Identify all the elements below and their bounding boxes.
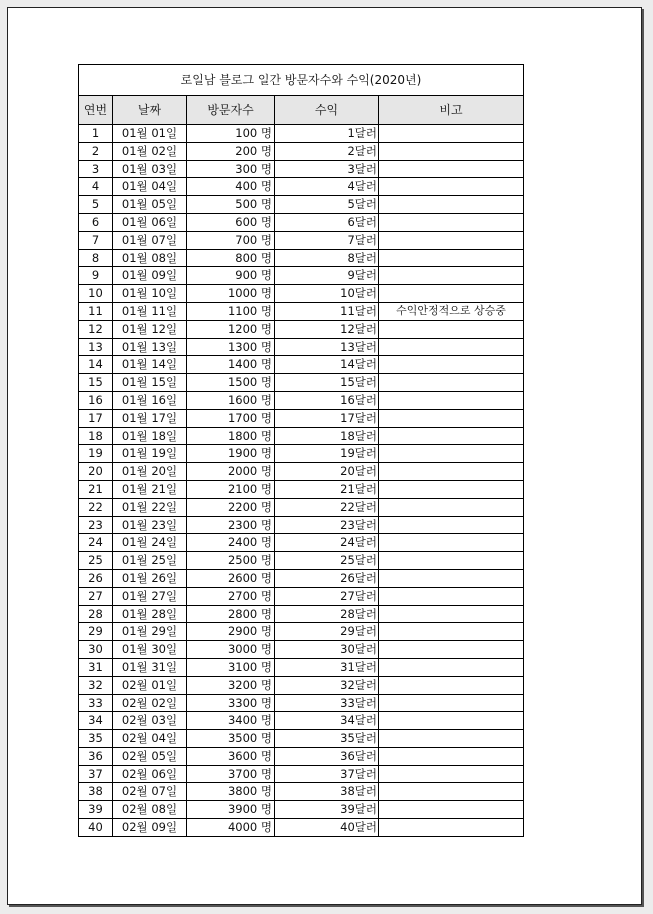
cell-index: 7 — [79, 231, 113, 249]
cell-revenue: 22달러 — [275, 498, 379, 516]
cell-index: 33 — [79, 694, 113, 712]
cell-date: 02월 06일 — [113, 765, 187, 783]
table-row — [79, 320, 524, 338]
cell-index: 31 — [79, 658, 113, 676]
cell-date: 01월 12일 — [113, 320, 187, 338]
table-row — [79, 142, 524, 160]
cell-note — [379, 231, 524, 249]
table-row — [79, 249, 524, 267]
cell-note — [379, 463, 524, 481]
cell-revenue: 24달러 — [275, 534, 379, 552]
cell-date: 02월 08일 — [113, 801, 187, 819]
print-preview-page — [7, 7, 642, 905]
cell-note — [379, 712, 524, 730]
cell-date: 01월 06일 — [113, 213, 187, 231]
cell-note — [379, 445, 524, 463]
cell-index: 12 — [79, 320, 113, 338]
cell-index: 35 — [79, 730, 113, 748]
cell-visitors: 4000 명 — [187, 819, 275, 837]
cell-revenue: 25달러 — [275, 552, 379, 570]
cell-visitors: 3300 명 — [187, 694, 275, 712]
cell-visitors: 1100 명 — [187, 302, 275, 320]
cell-visitors: 2300 명 — [187, 516, 275, 534]
table-row — [79, 641, 524, 659]
cell-index: 22 — [79, 498, 113, 516]
cell-revenue: 40달러 — [275, 819, 379, 837]
cell-date: 01월 30일 — [113, 641, 187, 659]
cell-revenue: 7달러 — [275, 231, 379, 249]
cell-date: 01월 27일 — [113, 587, 187, 605]
cell-index: 30 — [79, 641, 113, 659]
table-row — [79, 356, 524, 374]
cell-index: 11 — [79, 302, 113, 320]
cell-note — [379, 356, 524, 374]
cell-revenue: 34달러 — [275, 712, 379, 730]
cell-date: 01월 24일 — [113, 534, 187, 552]
cell-date: 01월 26일 — [113, 569, 187, 587]
cell-note — [379, 498, 524, 516]
cell-note — [379, 320, 524, 338]
cell-visitors: 700 명 — [187, 231, 275, 249]
cell-revenue: 36달러 — [275, 747, 379, 765]
cell-visitors: 2200 명 — [187, 498, 275, 516]
table-row — [79, 178, 524, 196]
cell-revenue: 37달러 — [275, 765, 379, 783]
cell-visitors: 2100 명 — [187, 480, 275, 498]
table-row — [79, 658, 524, 676]
header-revenue: 수익 — [275, 96, 379, 125]
cell-revenue: 20달러 — [275, 463, 379, 481]
header-index: 연번 — [79, 96, 113, 125]
cell-visitors: 3700 명 — [187, 765, 275, 783]
cell-date: 01월 01일 — [113, 125, 187, 143]
cell-visitors: 300 명 — [187, 160, 275, 178]
cell-index: 19 — [79, 445, 113, 463]
cell-note — [379, 338, 524, 356]
cell-index: 25 — [79, 552, 113, 570]
cell-visitors: 3100 명 — [187, 658, 275, 676]
cell-visitors: 1500 명 — [187, 374, 275, 392]
cell-visitors: 2600 명 — [187, 569, 275, 587]
header-visitors: 방문자수 — [187, 96, 275, 125]
cell-date: 01월 18일 — [113, 427, 187, 445]
cell-visitors: 2700 명 — [187, 587, 275, 605]
cell-revenue: 5달러 — [275, 196, 379, 214]
table-title: 로일남 블로그 일간 방문자수와 수익(2020년) — [79, 65, 524, 96]
cell-visitors: 1400 명 — [187, 356, 275, 374]
cell-visitors: 1600 명 — [187, 391, 275, 409]
cell-revenue: 8달러 — [275, 249, 379, 267]
table-row — [79, 374, 524, 392]
table-row — [79, 587, 524, 605]
table-row — [79, 694, 524, 712]
cell-date: 01월 07일 — [113, 231, 187, 249]
cell-index: 2 — [79, 142, 113, 160]
cell-date: 01월 16일 — [113, 391, 187, 409]
cell-index: 40 — [79, 819, 113, 837]
cell-visitors: 1300 명 — [187, 338, 275, 356]
cell-date: 01월 09일 — [113, 267, 187, 285]
cell-index: 20 — [79, 463, 113, 481]
cell-index: 16 — [79, 391, 113, 409]
cell-index: 1 — [79, 125, 113, 143]
cell-note — [379, 213, 524, 231]
cell-note — [379, 409, 524, 427]
cell-index: 21 — [79, 480, 113, 498]
cell-note — [379, 374, 524, 392]
cell-date: 02월 05일 — [113, 747, 187, 765]
cell-note — [379, 765, 524, 783]
cell-revenue: 39달러 — [275, 801, 379, 819]
cell-date: 02월 03일 — [113, 712, 187, 730]
cell-index: 18 — [79, 427, 113, 445]
cell-visitors: 1000 명 — [187, 285, 275, 303]
cell-note — [379, 676, 524, 694]
cell-date: 01월 23일 — [113, 516, 187, 534]
cell-revenue: 19달러 — [275, 445, 379, 463]
table-row — [79, 498, 524, 516]
cell-revenue: 33달러 — [275, 694, 379, 712]
cell-note — [379, 694, 524, 712]
cell-note — [379, 552, 524, 570]
cell-index: 14 — [79, 356, 113, 374]
cell-date: 01월 03일 — [113, 160, 187, 178]
cell-note — [379, 747, 524, 765]
cell-visitors: 3200 명 — [187, 676, 275, 694]
cell-visitors: 400 명 — [187, 178, 275, 196]
cell-note — [379, 480, 524, 498]
header-note: 비고 — [379, 96, 524, 125]
cell-visitors: 3600 명 — [187, 747, 275, 765]
cell-note — [379, 605, 524, 623]
table-row — [79, 463, 524, 481]
cell-revenue: 18달러 — [275, 427, 379, 445]
cell-revenue: 29달러 — [275, 623, 379, 641]
cell-note — [379, 783, 524, 801]
cell-index: 34 — [79, 712, 113, 730]
table-row — [79, 213, 524, 231]
cell-visitors: 3900 명 — [187, 801, 275, 819]
cell-visitors: 2000 명 — [187, 463, 275, 481]
cell-index: 13 — [79, 338, 113, 356]
cell-visitors: 2800 명 — [187, 605, 275, 623]
cell-visitors: 1200 명 — [187, 320, 275, 338]
cell-visitors: 1700 명 — [187, 409, 275, 427]
table-row — [79, 160, 524, 178]
cell-index: 9 — [79, 267, 113, 285]
cell-revenue: 28달러 — [275, 605, 379, 623]
cell-note — [379, 427, 524, 445]
cell-note — [379, 801, 524, 819]
cell-visitors: 100 명 — [187, 125, 275, 143]
table-row — [79, 285, 524, 303]
table-row — [79, 391, 524, 409]
cell-note — [379, 819, 524, 837]
table-row — [79, 819, 524, 837]
cell-revenue: 16달러 — [275, 391, 379, 409]
table-row — [79, 302, 524, 320]
table-row — [79, 623, 524, 641]
cell-revenue: 38달러 — [275, 783, 379, 801]
cell-revenue: 10달러 — [275, 285, 379, 303]
cell-date: 01월 13일 — [113, 338, 187, 356]
table-row — [79, 427, 524, 445]
table-row — [79, 569, 524, 587]
table-row — [79, 747, 524, 765]
cell-date: 02월 02일 — [113, 694, 187, 712]
cell-revenue: 32달러 — [275, 676, 379, 694]
cell-revenue: 9달러 — [275, 267, 379, 285]
cell-index: 10 — [79, 285, 113, 303]
cell-revenue: 17달러 — [275, 409, 379, 427]
cell-date: 01월 14일 — [113, 356, 187, 374]
cell-visitors: 600 명 — [187, 213, 275, 231]
cell-note: 수익안정적으로 상승중 — [379, 302, 524, 320]
cell-date: 01월 05일 — [113, 196, 187, 214]
cell-index: 6 — [79, 213, 113, 231]
table-row — [79, 534, 524, 552]
table-row — [79, 267, 524, 285]
cell-revenue: 35달러 — [275, 730, 379, 748]
cell-date: 01월 29일 — [113, 623, 187, 641]
cell-visitors: 2900 명 — [187, 623, 275, 641]
table-row — [79, 712, 524, 730]
cell-date: 01월 02일 — [113, 142, 187, 160]
cell-note — [379, 285, 524, 303]
cell-revenue: 13달러 — [275, 338, 379, 356]
cell-index: 28 — [79, 605, 113, 623]
cell-note — [379, 142, 524, 160]
table-row — [79, 196, 524, 214]
cell-date: 02월 07일 — [113, 783, 187, 801]
cell-note — [379, 569, 524, 587]
table-row — [79, 231, 524, 249]
cell-date: 01월 15일 — [113, 374, 187, 392]
table-row — [79, 605, 524, 623]
table-row — [79, 480, 524, 498]
cell-index: 17 — [79, 409, 113, 427]
cell-revenue: 1달러 — [275, 125, 379, 143]
cell-date: 01월 25일 — [113, 552, 187, 570]
cell-date: 01월 08일 — [113, 249, 187, 267]
cell-index: 24 — [79, 534, 113, 552]
cell-index: 39 — [79, 801, 113, 819]
cell-visitors: 1900 명 — [187, 445, 275, 463]
cell-index: 3 — [79, 160, 113, 178]
cell-date: 01월 17일 — [113, 409, 187, 427]
cell-index: 8 — [79, 249, 113, 267]
cell-date: 01월 22일 — [113, 498, 187, 516]
table-row — [79, 409, 524, 427]
cell-revenue: 3달러 — [275, 160, 379, 178]
table-row — [79, 801, 524, 819]
cell-visitors: 2500 명 — [187, 552, 275, 570]
table-row — [79, 445, 524, 463]
cell-visitors: 2400 명 — [187, 534, 275, 552]
cell-index: 32 — [79, 676, 113, 694]
cell-note — [379, 587, 524, 605]
cell-note — [379, 160, 524, 178]
cell-revenue: 15달러 — [275, 374, 379, 392]
table-row — [79, 765, 524, 783]
cell-note — [379, 249, 524, 267]
table-row — [79, 783, 524, 801]
cell-date: 01월 11일 — [113, 302, 187, 320]
cell-visitors: 800 명 — [187, 249, 275, 267]
cell-revenue: 21달러 — [275, 480, 379, 498]
cell-index: 37 — [79, 765, 113, 783]
cell-date: 02월 04일 — [113, 730, 187, 748]
visitor-revenue-table — [78, 64, 524, 837]
cell-note — [379, 125, 524, 143]
cell-note — [379, 196, 524, 214]
cell-date: 01월 10일 — [113, 285, 187, 303]
cell-index: 4 — [79, 178, 113, 196]
cell-note — [379, 391, 524, 409]
table-row — [79, 125, 524, 143]
cell-revenue: 23달러 — [275, 516, 379, 534]
cell-revenue: 26달러 — [275, 569, 379, 587]
cell-date: 01월 19일 — [113, 445, 187, 463]
cell-index: 15 — [79, 374, 113, 392]
cell-revenue: 11달러 — [275, 302, 379, 320]
cell-note — [379, 623, 524, 641]
cell-date: 02월 09일 — [113, 819, 187, 837]
cell-visitors: 3500 명 — [187, 730, 275, 748]
table-row — [79, 676, 524, 694]
cell-index: 5 — [79, 196, 113, 214]
cell-note — [379, 730, 524, 748]
cell-visitors: 500 명 — [187, 196, 275, 214]
cell-note — [379, 267, 524, 285]
header-date: 날짜 — [113, 96, 187, 125]
table-row — [79, 552, 524, 570]
cell-date: 02월 01일 — [113, 676, 187, 694]
cell-revenue: 2달러 — [275, 142, 379, 160]
cell-visitors: 900 명 — [187, 267, 275, 285]
cell-revenue: 31달러 — [275, 658, 379, 676]
cell-date: 01월 31일 — [113, 658, 187, 676]
cell-visitors: 200 명 — [187, 142, 275, 160]
cell-index: 23 — [79, 516, 113, 534]
cell-note — [379, 641, 524, 659]
cell-note — [379, 178, 524, 196]
cell-revenue: 4달러 — [275, 178, 379, 196]
cell-visitors: 3400 명 — [187, 712, 275, 730]
cell-date: 01월 04일 — [113, 178, 187, 196]
cell-note — [379, 534, 524, 552]
cell-note — [379, 658, 524, 676]
cell-date: 01월 28일 — [113, 605, 187, 623]
cell-index: 36 — [79, 747, 113, 765]
table-row — [79, 516, 524, 534]
cell-index: 29 — [79, 623, 113, 641]
cell-visitors: 1800 명 — [187, 427, 275, 445]
cell-revenue: 6달러 — [275, 213, 379, 231]
table-row — [79, 338, 524, 356]
cell-revenue: 27달러 — [275, 587, 379, 605]
cell-visitors: 3000 명 — [187, 641, 275, 659]
cell-revenue: 12달러 — [275, 320, 379, 338]
cell-note — [379, 516, 524, 534]
table-row — [79, 730, 524, 748]
cell-index: 27 — [79, 587, 113, 605]
cell-visitors: 3800 명 — [187, 783, 275, 801]
cell-index: 38 — [79, 783, 113, 801]
header-row — [79, 96, 524, 125]
cell-date: 01월 21일 — [113, 480, 187, 498]
cell-revenue: 30달러 — [275, 641, 379, 659]
cell-revenue: 14달러 — [275, 356, 379, 374]
cell-index: 26 — [79, 569, 113, 587]
cell-date: 01월 20일 — [113, 463, 187, 481]
